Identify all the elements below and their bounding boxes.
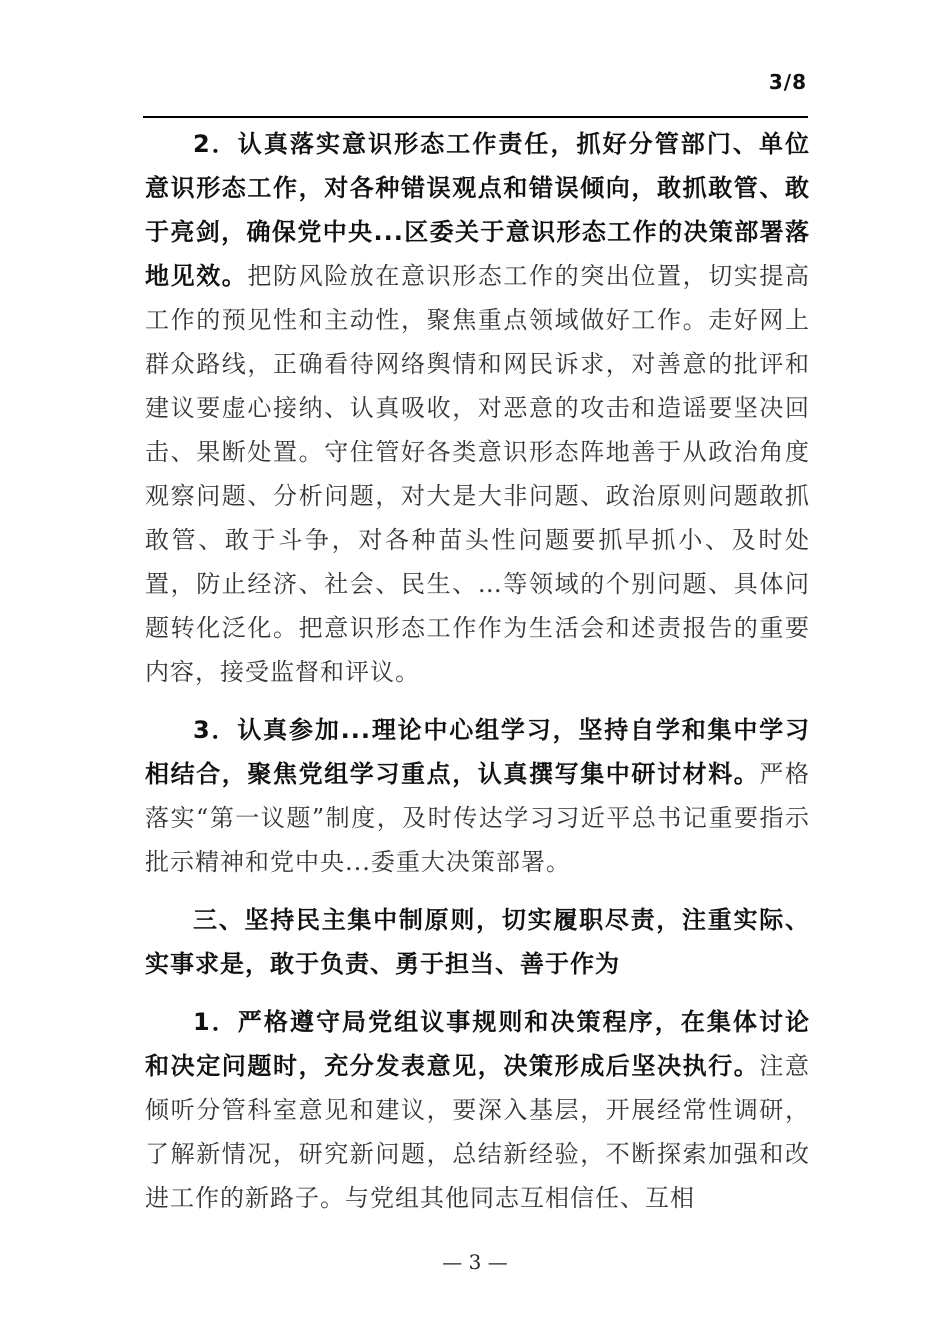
section-heading-democratic-centralism: 三、坚持民主集中制原则，切实履职尽责，注重实际、实事求是，敢于负责、勇于担当、善于作为 [145, 906, 810, 978]
paragraph-decision-procedures [145, 1000, 810, 1220]
paragraph-lead: 2．认真落实意识形态工作责任，抓好分管部门、单位意识形态工作，对各种错误观点和错误倾向，敢抓敢管、敢于亮剑，确保党中央...区委关于意识形态工作的决策部署落地见效。 [145, 130, 810, 290]
page-number-footer: — 3 — [442, 1250, 508, 1274]
paragraph-body: 把防风险放在意识形态工作的突出位置，切实提高工作的预见性和主动性，聚焦重点领域做好工作。走好网上群众路线，正确看待网络舆情和网民诉求，对善意的批评和建议要虚心接纳、认真吸收，对恶意的攻击和造谣要坚决回击、果断处置。守住管好各类意识形态阵地善于从政治角度观察问题、分析问题，对大是大非问题、政治原则问题敢抓敢管、敢于斗争，对各种苗头性问题要抓早抓小、及时处置，防止经济、社会、民生、…等领域的个别问题、具体问题转化泛化。把意识形态工作作为生活会和述责报告的重要内容，接受监督和评议。 [145, 262, 811, 686]
header-rule [143, 116, 808, 118]
document-body [145, 122, 810, 1220]
page-counter: 3/8 [768, 70, 807, 94]
paragraph-ideology-responsibility [145, 122, 810, 694]
paragraph-body: 注意倾听分管科室意见和建议，要深入基层，开展经常性调研，了解新情况，研究新问题，总结新经验，不断探索加强和改进工作的新路子。与党组其他同志互相信任、互相 [145, 1052, 811, 1212]
paragraph-lead: 1．严格遵守局党组议事规则和决策程序，在集体讨论和决定问题时，充分发表意见，决策形成后坚决执行。 [145, 1008, 810, 1080]
paragraph-body: 严格落实“第一议题”制度，及时传达学习习近平总书记重要指示批示精神和党中央...委重大决策部署。 [145, 760, 811, 876]
paragraph-theory-study [145, 708, 810, 884]
paragraph-lead: 3．认真参加...理论中心组学习，坚持自学和集中学习相结合，聚焦党组学习重点，认真撰写集中研讨材料。 [145, 716, 810, 788]
